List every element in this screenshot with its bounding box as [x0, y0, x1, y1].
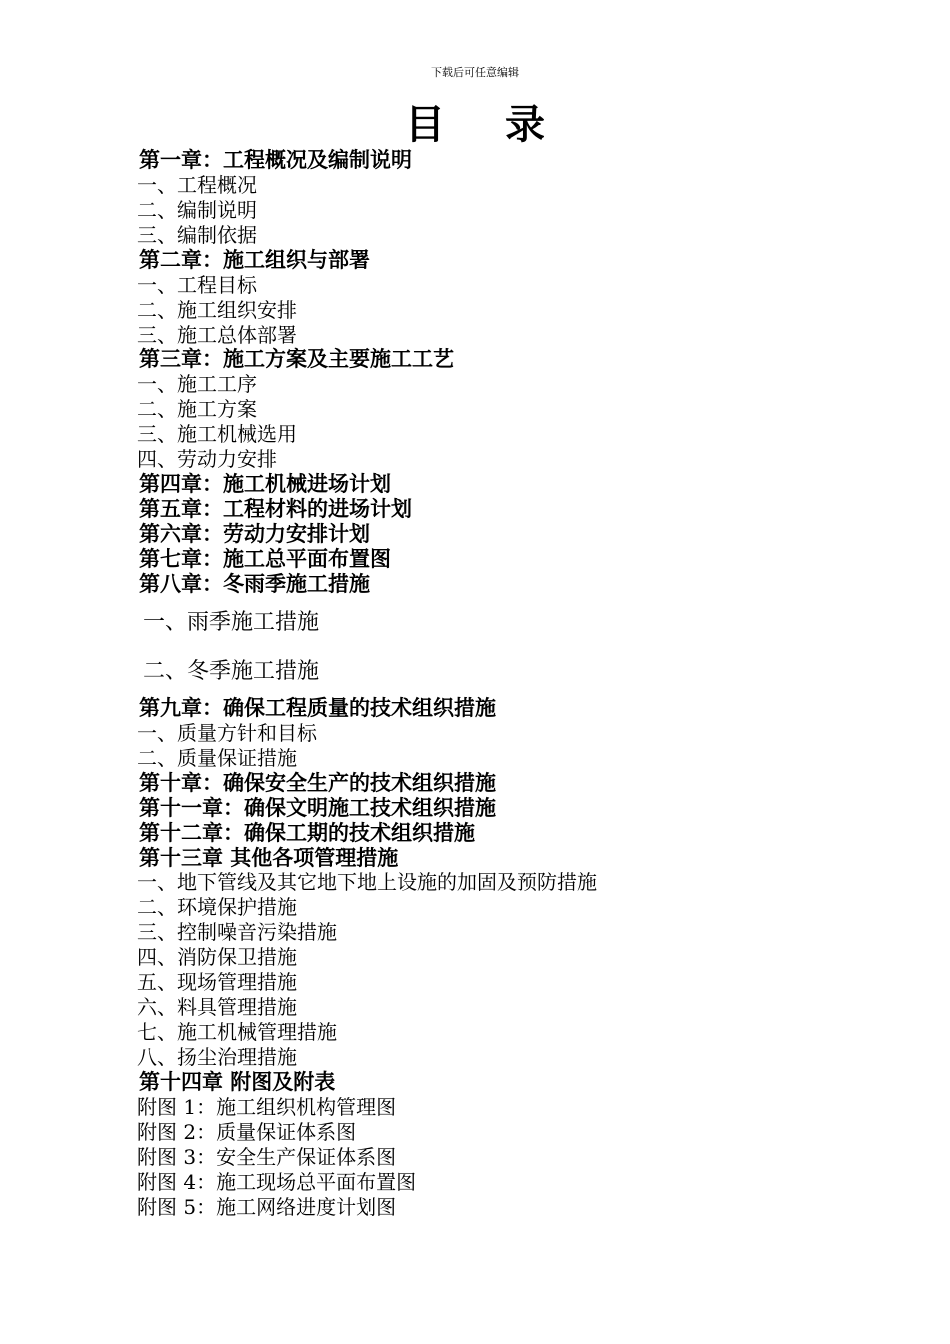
toc-item: 四、劳动力安排	[137, 447, 277, 471]
toc-item: 一、雨季施工措施	[143, 610, 320, 635]
toc-item: 二、质量保证措施	[137, 746, 297, 770]
toc-item: 四、消防保卫措施	[137, 945, 297, 969]
toc-chapter-2: 第二章：施工组织与部署	[139, 248, 370, 272]
toc-item: 一、工程目标	[137, 273, 257, 297]
toc-appendix-item: 附图 1：施工组织机构管理图	[137, 1095, 397, 1119]
title-char-1: 目	[405, 102, 445, 148]
toc-chapter-1: 第一章：工程概况及编制说明	[139, 148, 412, 172]
toc-item: 八、扬尘治理措施	[137, 1045, 297, 1069]
toc-item: 三、编制依据	[137, 223, 257, 247]
toc-item: 二、环境保护措施	[137, 895, 297, 919]
toc-item: 一、工程概况	[137, 173, 257, 197]
toc-chapter-11: 第十一章：确保文明施工技术组织措施	[139, 796, 496, 820]
toc-chapter-5: 第五章：工程材料的进场计划	[139, 497, 412, 521]
toc-item: 二、施工方案	[137, 397, 257, 421]
toc-appendix-item: 附图 3：安全生产保证体系图	[137, 1145, 397, 1169]
toc-item: 三、控制噪音污染措施	[137, 920, 337, 944]
title-char-2: 录	[505, 102, 545, 148]
toc-chapter-3: 第三章：施工方案及主要施工工艺	[139, 347, 454, 371]
toc-chapter-14: 第十四章 附图及附表	[139, 1070, 336, 1094]
toc-appendix-item: 附图 2：质量保证体系图	[137, 1120, 357, 1144]
toc-item: 一、地下管线及其它地下地上设施的加固及预防措施	[137, 870, 597, 894]
toc-chapter-13: 第十三章 其他各项管理措施	[139, 846, 399, 870]
page-header-note: 下载后可任意编辑	[431, 66, 519, 79]
toc-item: 三、施工总体部署	[137, 323, 297, 347]
toc-item: 二、冬季施工措施	[143, 659, 320, 684]
toc-item: 六、料具管理措施	[137, 995, 297, 1019]
toc-item: 三、施工机械选用	[137, 422, 297, 446]
toc-item: 二、编制说明	[137, 198, 257, 222]
toc-chapter-4: 第四章：施工机械进场计划	[139, 472, 391, 496]
toc-chapter-10: 第十章：确保安全生产的技术组织措施	[139, 771, 496, 795]
toc-chapter-9: 第九章：确保工程质量的技术组织措施	[139, 696, 496, 720]
toc-chapter-7: 第七章：施工总平面布置图	[139, 547, 391, 571]
toc-item: 五、现场管理措施	[137, 970, 297, 994]
toc-appendix-item: 附图 4：施工现场总平面布置图	[137, 1170, 417, 1194]
toc-item: 七、施工机械管理措施	[137, 1020, 337, 1044]
toc-item: 一、施工工序	[137, 372, 257, 396]
toc-item: 二、施工组织安排	[137, 298, 297, 322]
toc-item: 一、质量方针和目标	[137, 721, 317, 745]
toc-chapter-8: 第八章：冬雨季施工措施	[139, 572, 370, 596]
toc-chapter-6: 第六章：劳动力安排计划	[139, 522, 370, 546]
toc-chapter-12: 第十二章：确保工期的技术组织措施	[139, 821, 475, 845]
toc-appendix-item: 附图 5：施工网络进度计划图	[137, 1195, 397, 1219]
